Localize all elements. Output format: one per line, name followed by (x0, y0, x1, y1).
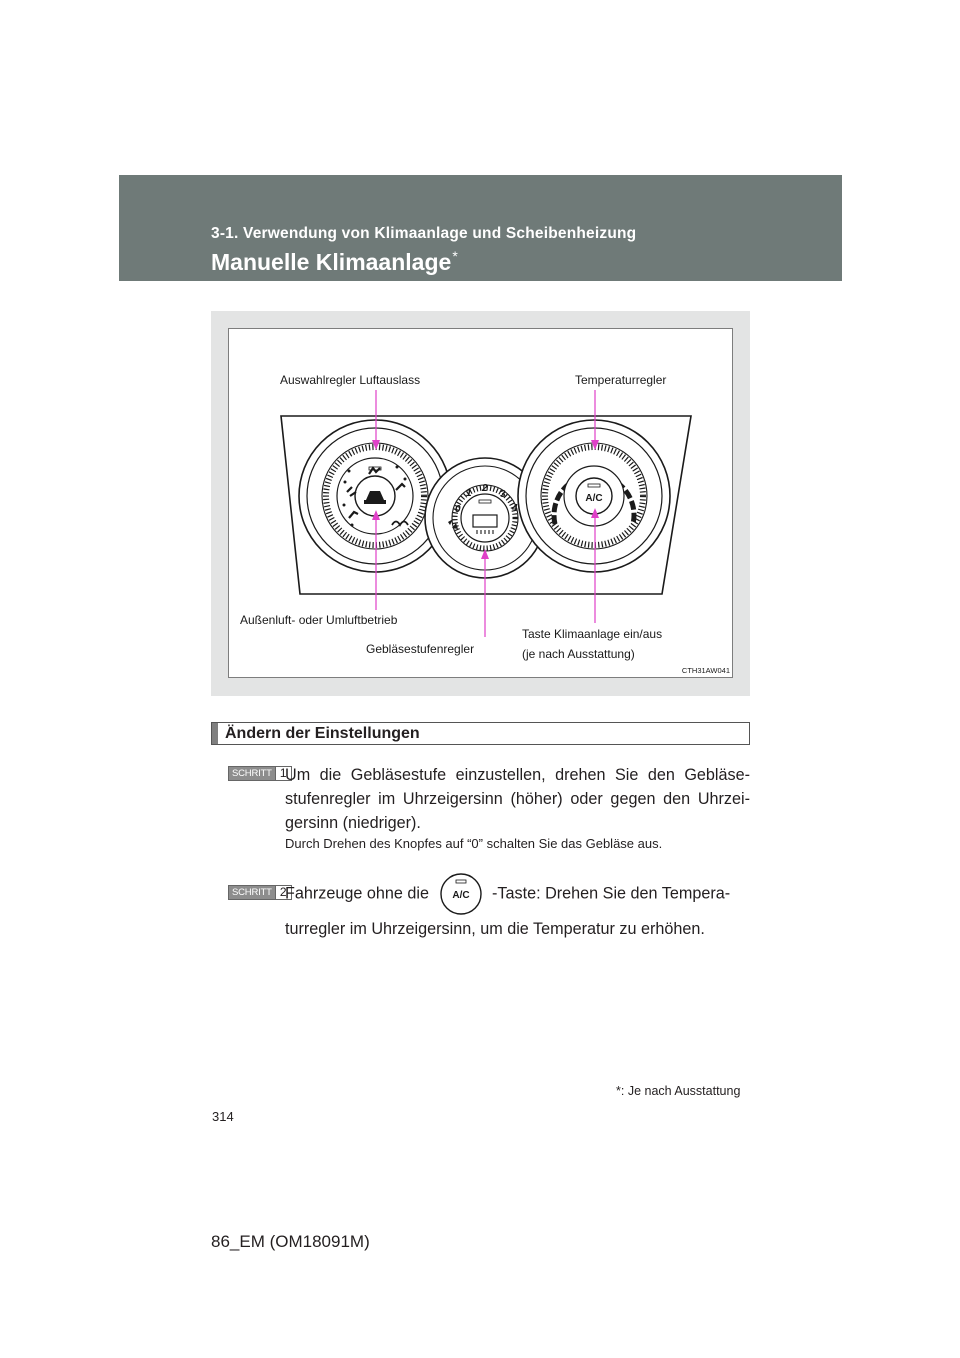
page-heading-text: Manuelle Klimaanlage (211, 249, 452, 275)
figure-code: CTH31AW041 (681, 666, 730, 675)
label-air-outlet-selector: Auswahlregler Luftauslass (280, 373, 421, 387)
step-2-badge (228, 885, 292, 900)
fan-scale-0: 0 (455, 504, 461, 515)
fan-scale-1: 1 (466, 488, 472, 499)
step-2-badge-number: 2 (275, 886, 291, 899)
footnote-mark: * (616, 1084, 621, 1098)
step-1-badge (228, 766, 292, 781)
fan-scale-2: 2 (482, 483, 488, 494)
label-ac-button-line1: Taste Klimaanlage ein/aus (522, 627, 663, 641)
section-title: 3-1. Verwendung von Klimaanlage und Scheibenheizung (211, 225, 637, 242)
label-temperature-control: Temperaturregler (575, 373, 667, 387)
subheading-text: Ändern der Einstellungen (225, 725, 420, 742)
ac-button-icon (438, 872, 484, 916)
ac-icon-label: A/C (451, 890, 470, 901)
fan-scale-4: 4 (512, 503, 518, 514)
subheading-bar (211, 722, 750, 745)
label-ac-button-line2: (je nach Ausstattung) (522, 647, 635, 661)
optional-equipment-mark: * (452, 248, 458, 264)
step-1-badge-number: 1 (275, 767, 291, 780)
label-fan-speed-control: Gebläsestufenregler (366, 642, 475, 656)
step-2-text-after: -Taste: Drehen Sie den Tempera- (492, 884, 731, 903)
step-2-badge-label: SCHRITT (229, 886, 275, 899)
step-1-badge-label: SCHRITT (229, 767, 275, 780)
footnote-text: : Je nach Ausstattung (620, 1084, 741, 1098)
label-outside-recirc: Außenluft- oder Umluftbetrieb (240, 613, 398, 627)
footnote (616, 1084, 740, 1098)
step-2-line1 (285, 872, 755, 916)
step-1-note: Durch Drehen des Knopfes auf “0” schalten Sie das Gebläse aus. (285, 836, 663, 851)
step-2-line2: turregler im Uhrzeigersinn, um die Temperatur zu erhöhen. (285, 920, 705, 938)
page-number: 314 (212, 1109, 234, 1124)
subheading-accent (212, 723, 218, 744)
ac-button-label: A/C (585, 493, 603, 504)
document-code: 86_EM (OM18091M) (211, 1232, 370, 1251)
step-1-text: Um die Gebläsestufe einzustellen, drehen Sie den Gebläse-stufenregler im Uhrzeigersinn (höher) oder gegen den Uhrzei-gersinn (niedriger). (285, 766, 750, 832)
step-2-text-before: Fahrzeuge ohne die (285, 884, 429, 903)
fan-scale-3: 3 (500, 489, 506, 500)
